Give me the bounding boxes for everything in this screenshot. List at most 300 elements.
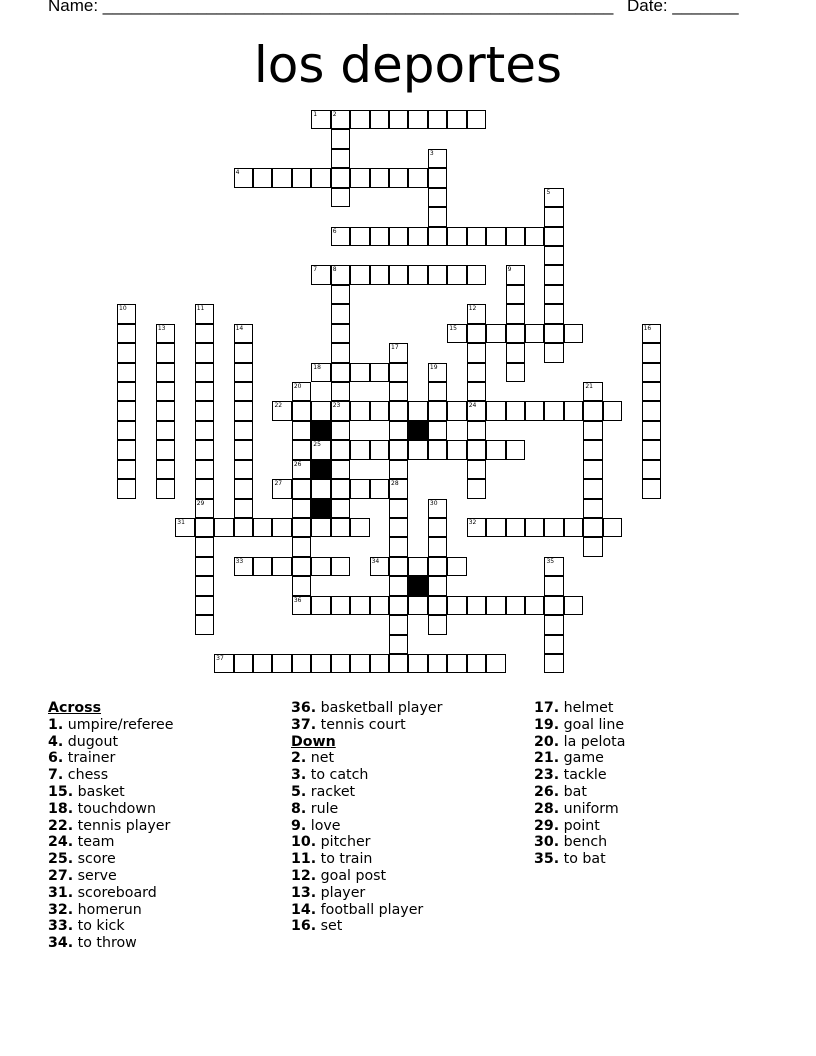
grid-cell[interactable] (350, 168, 369, 187)
grid-cell[interactable] (428, 110, 447, 129)
grid-cell[interactable] (642, 324, 661, 343)
grid-cell[interactable] (583, 537, 602, 556)
grid-cell[interactable] (486, 401, 505, 420)
clue-number-label: 30 (429, 499, 438, 507)
grid-cell[interactable] (544, 324, 563, 343)
grid-cell[interactable] (428, 363, 447, 382)
grid-cell[interactable] (253, 518, 272, 537)
grid-cell[interactable] (467, 421, 486, 440)
grid-cell[interactable] (195, 615, 214, 634)
grid-cell[interactable] (195, 596, 214, 615)
grid-cell[interactable] (642, 382, 661, 401)
grid-cell[interactable] (195, 576, 214, 595)
grid-cell[interactable] (408, 401, 427, 420)
grid-cell[interactable] (428, 382, 447, 401)
grid-cell[interactable] (447, 596, 466, 615)
grid-cell[interactable] (467, 382, 486, 401)
grid-cell[interactable] (447, 110, 466, 129)
grid-cell[interactable] (544, 188, 563, 207)
grid-cell[interactable] (389, 343, 408, 362)
clue-text: bat (559, 783, 587, 800)
grid-cell[interactable] (156, 343, 175, 362)
grid-cell[interactable] (544, 596, 563, 615)
grid-cell[interactable] (642, 401, 661, 420)
grid-cell[interactable] (389, 479, 408, 498)
grid-cell[interactable] (350, 265, 369, 284)
grid-cell[interactable] (331, 363, 350, 382)
grid-cell[interactable] (467, 324, 486, 343)
grid-cell[interactable] (389, 421, 408, 440)
grid-cell[interactable] (428, 615, 447, 634)
grid-cell[interactable] (331, 440, 350, 459)
grid-cell[interactable] (331, 421, 350, 440)
grid-cell[interactable] (428, 440, 447, 459)
clue-number: 32. (48, 901, 74, 918)
grid-cell[interactable] (195, 460, 214, 479)
grid-cell[interactable] (195, 499, 214, 518)
clue-number: 18. (48, 800, 74, 817)
grid-cell[interactable] (564, 596, 583, 615)
grid-cell[interactable] (506, 285, 525, 304)
grid-cell[interactable] (428, 537, 447, 556)
grid-cell[interactable] (467, 265, 486, 284)
clue-text: trainer (63, 750, 116, 767)
grid-cell[interactable] (234, 324, 253, 343)
grid-cell[interactable] (583, 401, 602, 420)
grid-cell[interactable] (117, 421, 136, 440)
grid-cell[interactable] (311, 654, 330, 673)
grid-cell[interactable] (331, 596, 350, 615)
grid-cell[interactable] (156, 479, 175, 498)
grid-cell[interactable] (642, 343, 661, 362)
grid-cell[interactable] (195, 382, 214, 401)
grid-cell[interactable] (447, 227, 466, 246)
grid-cell[interactable] (370, 110, 389, 129)
grid-cell[interactable] (311, 518, 330, 537)
grid-cell[interactable] (234, 440, 253, 459)
grid-cell[interactable] (603, 518, 622, 537)
grid-cell[interactable] (195, 479, 214, 498)
grid-cell[interactable] (506, 518, 525, 537)
grid-cell[interactable] (389, 363, 408, 382)
grid-cell[interactable] (428, 149, 447, 168)
grid-cell[interactable] (117, 304, 136, 323)
grid-cell[interactable] (467, 460, 486, 479)
grid-cell[interactable] (506, 343, 525, 362)
grid-cell[interactable] (195, 440, 214, 459)
grid-cell[interactable] (583, 460, 602, 479)
grid-cell[interactable] (117, 401, 136, 420)
clue-number-label: 20 (293, 383, 302, 391)
grid-cell[interactable] (506, 363, 525, 382)
grid-cell[interactable] (408, 110, 427, 129)
grid-cell[interactable] (350, 479, 369, 498)
grid-cell[interactable] (331, 518, 350, 537)
grid-cell[interactable] (428, 265, 447, 284)
grid-cell[interactable] (389, 654, 408, 673)
grid-cell[interactable] (350, 110, 369, 129)
grid-cell[interactable] (272, 654, 291, 673)
grid-cell[interactable] (214, 654, 233, 673)
grid-cell[interactable] (156, 382, 175, 401)
grid-cell[interactable] (447, 440, 466, 459)
grid-cell[interactable] (331, 401, 350, 420)
grid-cell[interactable] (350, 440, 369, 459)
grid-cell[interactable] (234, 654, 253, 673)
grid-cell[interactable] (292, 654, 311, 673)
grid-cell[interactable] (428, 576, 447, 595)
clue-text: set (316, 918, 343, 935)
grid-cell[interactable] (389, 401, 408, 420)
grid-cell[interactable] (389, 537, 408, 556)
grid-cell[interactable] (292, 421, 311, 440)
grid-cell[interactable] (408, 654, 427, 673)
grid-cell[interactable] (486, 324, 505, 343)
grid-cell[interactable] (544, 557, 563, 576)
grid-cell[interactable] (350, 401, 369, 420)
grid-cell[interactable] (350, 654, 369, 673)
grid-cell[interactable] (467, 479, 486, 498)
grid-cell[interactable] (389, 518, 408, 537)
grid-cell[interactable] (370, 363, 389, 382)
grid-cell[interactable] (389, 635, 408, 654)
clue-number: 19. (534, 716, 560, 733)
across-clue (48, 885, 174, 902)
grid-cell[interactable] (311, 265, 330, 284)
grid-cell[interactable] (642, 440, 661, 459)
grid-cell[interactable] (370, 557, 389, 576)
grid-cell[interactable] (292, 382, 311, 401)
grid-cell[interactable] (428, 518, 447, 537)
grid-cell[interactable] (408, 440, 427, 459)
grid-cell[interactable] (506, 324, 525, 343)
grid-cell[interactable] (311, 440, 330, 459)
grid-cell[interactable] (331, 110, 350, 129)
grid-cell[interactable] (506, 596, 525, 615)
grid-cell[interactable] (583, 499, 602, 518)
grid-cell[interactable] (583, 421, 602, 440)
grid-cell[interactable] (331, 227, 350, 246)
grid-cell[interactable] (370, 401, 389, 420)
grid-cell[interactable] (544, 343, 563, 362)
grid-cell[interactable] (544, 265, 563, 284)
grid-cell[interactable] (234, 363, 253, 382)
grid-cell[interactable] (331, 265, 350, 284)
grid-cell[interactable] (331, 188, 350, 207)
grid-cell[interactable] (117, 479, 136, 498)
grid-cell[interactable] (447, 654, 466, 673)
grid-cell[interactable] (389, 576, 408, 595)
grid-cell[interactable] (389, 460, 408, 479)
grid-cell[interactable] (156, 363, 175, 382)
grid-cell[interactable] (408, 557, 427, 576)
grid-cell[interactable] (370, 265, 389, 284)
grid-cell[interactable] (467, 227, 486, 246)
grid-cell[interactable] (272, 401, 291, 420)
grid-cell[interactable] (467, 654, 486, 673)
grid-cell[interactable] (311, 168, 330, 187)
grid-cell[interactable] (370, 654, 389, 673)
grid-cell[interactable] (467, 440, 486, 459)
clue-number-label: 16 (643, 324, 652, 332)
grid-cell[interactable] (408, 265, 427, 284)
grid-cell[interactable] (370, 440, 389, 459)
grid-cell[interactable] (447, 557, 466, 576)
grid-cell[interactable] (234, 401, 253, 420)
grid-cell[interactable] (486, 227, 505, 246)
grid-cell[interactable] (389, 265, 408, 284)
grid-cell[interactable] (486, 654, 505, 673)
grid-cell[interactable] (506, 401, 525, 420)
grid-cell[interactable] (408, 596, 427, 615)
grid-cell[interactable] (525, 596, 544, 615)
clue-text: to train (316, 851, 373, 868)
grid-cell[interactable] (447, 324, 466, 343)
grid-cell[interactable] (642, 460, 661, 479)
grid-cell[interactable] (389, 440, 408, 459)
grid-cell[interactable] (428, 654, 447, 673)
grid-cell[interactable] (272, 479, 291, 498)
grid-cell[interactable] (544, 285, 563, 304)
grid-cell[interactable] (564, 518, 583, 537)
grid-cell[interactable] (350, 518, 369, 537)
grid-cell[interactable] (544, 207, 563, 226)
grid-cell[interactable] (272, 557, 291, 576)
grid-cell[interactable] (117, 324, 136, 343)
grid-cell[interactable] (350, 363, 369, 382)
grid-cell[interactable] (506, 227, 525, 246)
grid-cell[interactable] (428, 168, 447, 187)
grid-cell[interactable] (311, 479, 330, 498)
grid-cell[interactable] (311, 596, 330, 615)
grid-cell[interactable] (525, 401, 544, 420)
grid-cell[interactable] (234, 382, 253, 401)
grid-cell[interactable] (447, 401, 466, 420)
grid-cell[interactable] (467, 110, 486, 129)
grid-cell[interactable] (370, 227, 389, 246)
grid-cell[interactable] (331, 285, 350, 304)
grid-cell[interactable] (389, 596, 408, 615)
grid-cell[interactable] (506, 440, 525, 459)
grid-cell[interactable] (195, 557, 214, 576)
grid-cell[interactable] (544, 576, 563, 595)
grid-cell[interactable] (331, 343, 350, 362)
grid-cell[interactable] (234, 343, 253, 362)
grid-cell[interactable] (408, 168, 427, 187)
clue-text: goal post (316, 867, 387, 884)
grid-cell[interactable] (117, 382, 136, 401)
clue-text: helmet (559, 700, 614, 716)
grid-cell[interactable] (195, 537, 214, 556)
grid-cell[interactable] (642, 363, 661, 382)
grid-cell[interactable] (428, 596, 447, 615)
grid-cell[interactable] (195, 401, 214, 420)
clue-text: game (559, 750, 604, 767)
grid-cell[interactable] (292, 499, 311, 518)
grid-cell[interactable] (544, 246, 563, 265)
grid-cell[interactable] (156, 421, 175, 440)
grid-cell[interactable] (234, 421, 253, 440)
grid-cell[interactable] (156, 440, 175, 459)
grid-cell[interactable] (272, 518, 291, 537)
grid-cell[interactable] (583, 440, 602, 459)
grid-cell[interactable] (525, 324, 544, 343)
grid-cell[interactable] (544, 401, 563, 420)
grid-cell[interactable] (292, 518, 311, 537)
grid-cell[interactable] (389, 557, 408, 576)
grid-cell[interactable] (544, 615, 563, 634)
grid-cell[interactable] (117, 460, 136, 479)
grid-cell[interactable] (292, 537, 311, 556)
down-clue (534, 734, 625, 751)
grid-cell[interactable] (253, 654, 272, 673)
grid-cell[interactable] (331, 168, 350, 187)
across-clue (48, 784, 174, 801)
grid-cell[interactable] (234, 557, 253, 576)
grid-cell[interactable] (564, 324, 583, 343)
grid-cell[interactable] (447, 265, 466, 284)
grid-cell[interactable] (331, 149, 350, 168)
clue-number-label: 7 (313, 266, 318, 274)
grid-cell[interactable] (156, 324, 175, 343)
grid-cell[interactable] (486, 518, 505, 537)
grid-cell[interactable] (467, 343, 486, 362)
grid-cell[interactable] (117, 363, 136, 382)
grid-cell[interactable] (486, 596, 505, 615)
grid-cell[interactable] (156, 401, 175, 420)
grid-cell[interactable] (467, 518, 486, 537)
grid-cell[interactable] (467, 363, 486, 382)
grid-cell[interactable] (389, 168, 408, 187)
grid-cell[interactable] (389, 227, 408, 246)
grid-cell[interactable] (486, 440, 505, 459)
grid-cell[interactable] (544, 304, 563, 323)
grid-cell[interactable] (214, 518, 233, 537)
grid-cell[interactable] (292, 460, 311, 479)
grid-cell[interactable] (428, 499, 447, 518)
grid-cell[interactable] (544, 635, 563, 654)
grid-cell[interactable] (234, 479, 253, 498)
grid-cell[interactable] (117, 343, 136, 362)
grid-cell[interactable] (234, 168, 253, 187)
clue-number-label: 5 (546, 188, 551, 196)
grid-cell[interactable] (603, 401, 622, 420)
grid-cell[interactable] (331, 557, 350, 576)
grid-cell[interactable] (389, 382, 408, 401)
grid-cell[interactable] (331, 479, 350, 498)
grid-cell[interactable] (370, 479, 389, 498)
grid-cell[interactable] (350, 596, 369, 615)
grid-cell[interactable] (311, 401, 330, 420)
grid-cell[interactable] (272, 168, 291, 187)
grid-cell[interactable] (195, 421, 214, 440)
grid-cell[interactable] (389, 110, 408, 129)
grid-cell[interactable] (292, 440, 311, 459)
grid-cell[interactable] (331, 654, 350, 673)
clue-number-label: 10 (119, 305, 127, 313)
grid-cell[interactable] (253, 557, 272, 576)
grid-cell[interactable] (292, 479, 311, 498)
clue-number: 22. (48, 817, 74, 834)
grid-cell[interactable] (331, 499, 350, 518)
grid-cell[interactable] (467, 304, 486, 323)
grid-cell[interactable] (175, 518, 194, 537)
clue-number: 20. (534, 733, 560, 750)
grid-cell[interactable] (467, 596, 486, 615)
clue-text: love (306, 817, 341, 834)
grid-cell[interactable] (292, 576, 311, 595)
grid-cell[interactable] (564, 401, 583, 420)
grid-cell[interactable] (234, 499, 253, 518)
grid-cell[interactable] (408, 227, 427, 246)
grid-cell[interactable] (117, 440, 136, 459)
grid-cell[interactable] (544, 227, 563, 246)
clue-number-label: 15 (449, 324, 457, 332)
grid-cell[interactable] (389, 499, 408, 518)
grid-cell[interactable] (428, 207, 447, 226)
grid-cell[interactable] (642, 479, 661, 498)
grid-cell[interactable] (195, 363, 214, 382)
grid-cell[interactable] (253, 168, 272, 187)
grid-cell[interactable] (331, 129, 350, 148)
grid-cell[interactable] (311, 557, 330, 576)
grid-cell[interactable] (311, 363, 330, 382)
grid-cell[interactable] (642, 421, 661, 440)
grid-cell[interactable] (195, 304, 214, 323)
grid-cell[interactable] (544, 518, 563, 537)
clues-column-2 (291, 700, 442, 935)
grid-cell[interactable] (292, 168, 311, 187)
grid-cell[interactable] (331, 460, 350, 479)
grid-cell[interactable] (331, 304, 350, 323)
grid-cell[interactable] (292, 596, 311, 615)
down-clue (291, 918, 442, 935)
grid-cell[interactable] (467, 401, 486, 420)
grid-cell[interactable] (389, 615, 408, 634)
grid-cell[interactable] (583, 518, 602, 537)
grid-cell[interactable] (428, 227, 447, 246)
grid-cell[interactable] (428, 401, 447, 420)
grid-cell[interactable] (292, 401, 311, 420)
grid-cell[interactable] (331, 324, 350, 343)
grid-cell[interactable] (525, 227, 544, 246)
grid-cell[interactable] (195, 343, 214, 362)
grid-cell[interactable] (544, 654, 563, 673)
down-clue (291, 801, 442, 818)
grid-cell[interactable] (370, 596, 389, 615)
grid-cell[interactable] (428, 188, 447, 207)
grid-cell[interactable] (428, 421, 447, 440)
grid-cell[interactable] (350, 227, 369, 246)
grid-cell[interactable] (331, 382, 350, 401)
grid-cell[interactable] (195, 324, 214, 343)
grid-cell[interactable] (583, 479, 602, 498)
grid-cell[interactable] (428, 557, 447, 576)
grid-cell[interactable] (506, 265, 525, 284)
grid-cell[interactable] (583, 382, 602, 401)
grid-cell[interactable] (370, 168, 389, 187)
clue-text: to kick (73, 918, 125, 935)
grid-cell[interactable] (234, 460, 253, 479)
down-clue (534, 834, 625, 851)
grid-cell[interactable] (506, 304, 525, 323)
grid-cell[interactable] (311, 110, 330, 129)
grid-cell[interactable] (234, 518, 253, 537)
grid-cell[interactable] (156, 460, 175, 479)
grid-cell[interactable] (292, 557, 311, 576)
grid-cell[interactable] (195, 518, 214, 537)
grid-cell[interactable] (525, 518, 544, 537)
